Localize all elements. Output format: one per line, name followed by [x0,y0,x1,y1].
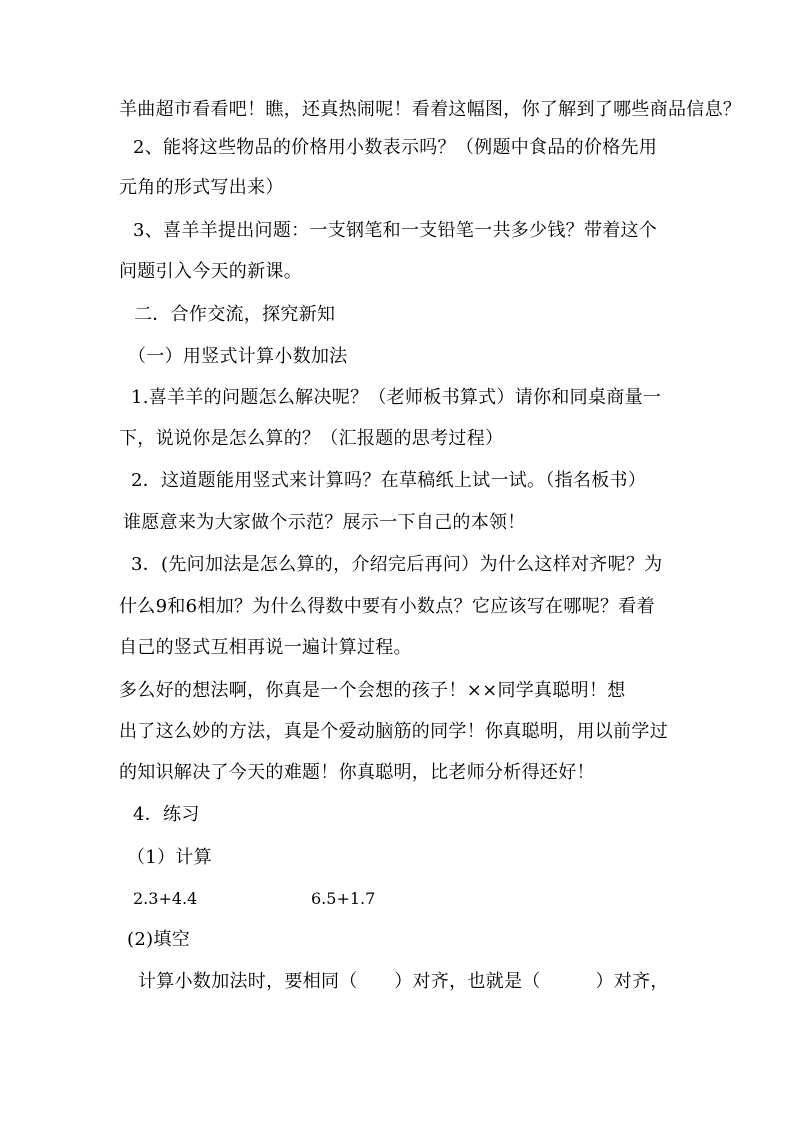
fill-blank-line: 计算小数加法时，要相同（ ）对齐，也就是（ ）对齐， [138,971,669,992]
text-line-17: 的知识解决了今天的难题！你真聪明，比老师分析得还好！ [119,762,595,783]
text-line-9: 下，说说你是怎么算的？（汇报题的思考过程） [119,428,504,449]
text-line-1: 羊曲超市看看吧！瞧，还真热闹呢！看着这幅图，你了解到了哪些商品信息？ [119,99,742,120]
calc-expression-2: 6.5+1.7 [311,889,376,908]
text-line-2: 2、能将这些物品的价格用小数表示吗？（例题中食品的价格先用 [133,137,658,158]
text-line-16: 出了这么妙的方法，真是个爱动脑筋的同学！你真聪明，用以前学过 [119,721,668,742]
text-line-14: 自己的竖式互相再说一遍计算过程。 [119,637,412,658]
text-line-4: 3、喜羊羊提出问题：一支钢笔和一支铅笔一共多少钱？带着这个 [133,220,658,241]
text-line-8: 1.喜羊羊的问题怎么解决呢？（老师板书算式）请你和同桌商量一 [131,387,662,408]
subsection-heading-1: （一）用竖式计算小数加法 [128,346,348,367]
text-line-12: 3．(先问加法是怎么算的，介绍完后再问）为什么这样对齐呢？为 [131,554,663,575]
practice-item-2-heading: (2)填空 [127,929,190,950]
practice-heading: 4．练习 [133,804,200,825]
calc-expression-1: 2.3+4.4 [133,889,198,908]
text-line-3: 元角的形式写出来） [119,177,284,198]
text-line-10: 2．这道题能用竖式来计算吗？在草稿纸上试一试。（指名板书） [131,470,647,491]
text-line-15: 多么好的想法啊，你真是一个会想的孩子！××同学真聪明！想 [119,680,626,701]
practice-item-1-heading: （1）计算 [127,847,212,868]
section-heading-2: 二．合作交流，探究新知 [134,304,336,325]
text-line-13: 什么9和6相加？为什么得数中要有小数点？它应该写在哪呢？看着 [119,596,655,617]
text-line-5: 问题引入今天的新课。 [119,261,302,282]
text-line-11: 谁愿意来为大家做个示范？展示一下自己的本领！ [123,512,526,533]
